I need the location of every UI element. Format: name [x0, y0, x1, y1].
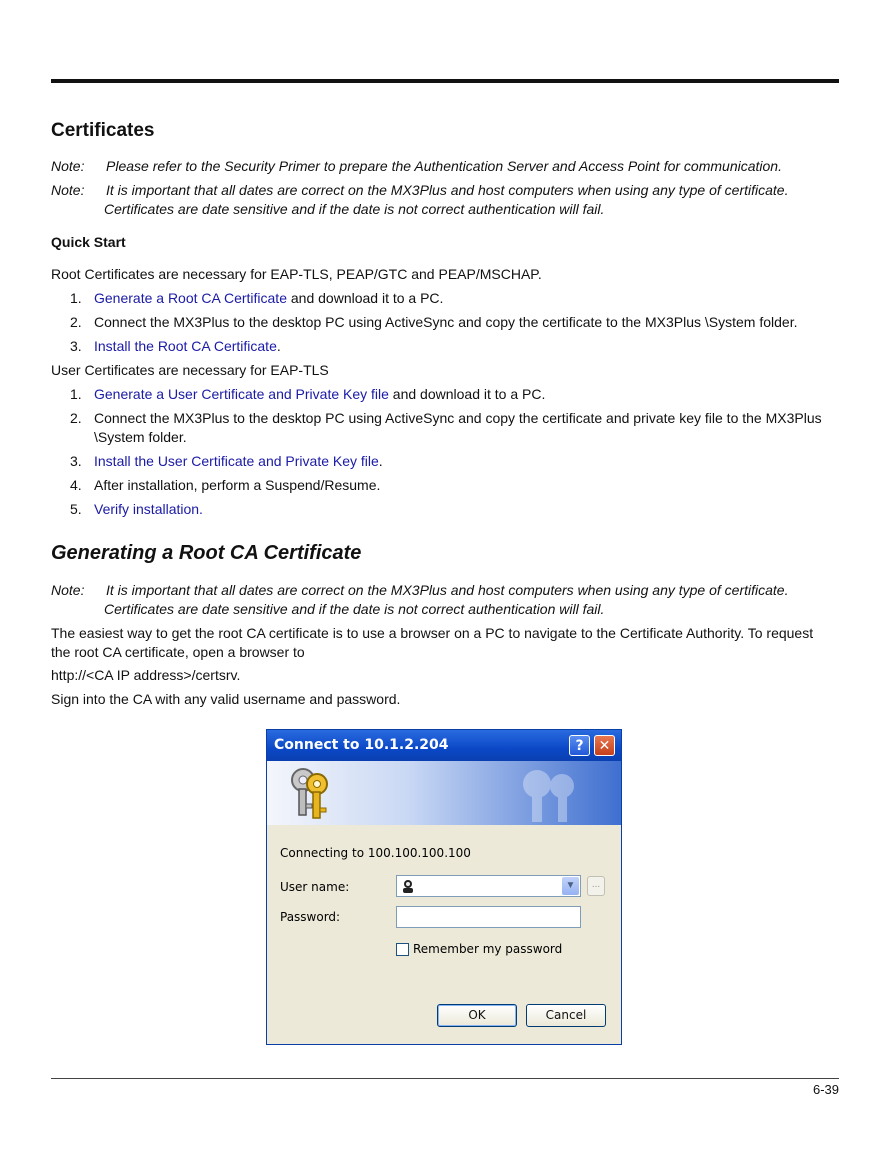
list-number: 2.: [70, 410, 82, 426]
remember-password-checkbox[interactable]: [396, 943, 409, 956]
list-item: [70, 500, 840, 519]
browse-button[interactable]: ...: [587, 876, 605, 896]
ok-button[interactable]: OK: [437, 1004, 517, 1027]
list-number: 1.: [70, 290, 82, 306]
dialog-titlebar: [267, 730, 621, 761]
paragraph-line: the root CA certificate, open a browser to: [51, 644, 305, 660]
list-number: 1.: [70, 386, 82, 402]
page-number: 6-39: [812, 1082, 839, 1097]
list-text: After installation, perform a Suspend/Resume.: [94, 477, 381, 493]
note-label: Note:: [51, 158, 85, 174]
keys-icon: [285, 764, 337, 822]
password-label: Password:: [280, 910, 341, 924]
connecting-text: Connecting to 100.100.100.100: [280, 846, 471, 860]
generate-user-cert-link[interactable]: Generate a User Certificate and Private Key file: [94, 386, 389, 402]
install-root-ca-link[interactable]: Install the Root CA Certificate: [94, 338, 277, 354]
list-number: 3.: [70, 453, 82, 469]
list-number: 5.: [70, 501, 82, 517]
list-item: [70, 452, 840, 471]
list-item: [70, 289, 840, 308]
note-label: Note:: [51, 182, 85, 198]
note-continuation: Certificates are date sensitive and if the date is not correct authentication will fail.: [104, 201, 605, 217]
cancel-button[interactable]: Cancel: [526, 1004, 606, 1027]
section-heading: Generating a Root CA Certificate: [51, 542, 362, 564]
banner-keys-icon: [507, 764, 587, 824]
username-combobox[interactable]: [396, 875, 581, 897]
list-text: and download it to a PC.: [287, 290, 444, 306]
list-text: Connect the MX3Plus to the desktop PC using ActiveSync and copy the certificate and private key file to the MX3Plus: [94, 410, 822, 426]
list-number: 4.: [70, 477, 82, 493]
install-user-cert-link[interactable]: Install the User Certificate and Private Key file: [94, 453, 379, 469]
note-1: [51, 157, 841, 176]
password-field[interactable]: [396, 906, 581, 928]
close-button[interactable]: ✕: [594, 735, 615, 756]
page-title: Certificates: [51, 120, 155, 141]
list-item: [70, 337, 840, 356]
dialog-title: Connect to 10.1.2.204: [274, 737, 449, 753]
paragraph: Sign into the CA with any valid username and password.: [51, 691, 401, 707]
note-text: Please refer to the Security Primer to prepare the Authentication Server and Access Point for communication.: [106, 158, 782, 174]
footer-rule: [51, 1078, 839, 1079]
note-continuation: Certificates are date sensitive and if the date is not correct authentication will fail.: [104, 601, 605, 617]
list-item: [70, 313, 840, 332]
note-text: It is important that all dates are correct on the MX3Plus and host computers when using any type of certificate.: [106, 582, 789, 598]
url-text: http://<CA IP address>/certsrv.: [51, 667, 241, 683]
list-number: 2.: [70, 314, 82, 330]
help-button[interactable]: ?: [569, 735, 590, 756]
dialog-body: [267, 825, 621, 1044]
note-text: It is important that all dates are correct on the MX3Plus and host computers when using any type of certificate.: [106, 182, 789, 198]
note-label: Note:: [51, 582, 85, 598]
login-dialog: [266, 729, 622, 1045]
list-item: [70, 385, 840, 404]
list-text-continuation: \System folder.: [94, 429, 187, 445]
paragraph-line: The easiest way to get the root CA certificate is to use a browser on a PC to navigate to the Certificate Authority. To request: [51, 625, 814, 641]
quick-start-heading: Quick Start: [51, 234, 126, 250]
remember-password-label: Remember my password: [413, 942, 563, 956]
header-rule: [51, 79, 839, 83]
list-item: [70, 409, 840, 447]
generate-root-ca-link[interactable]: Generate a Root CA Certificate: [94, 290, 287, 306]
list-text: and download it to a PC.: [388, 386, 546, 402]
root-intro: Root Certificates are necessary for EAP-TLS, PEAP/GTC and PEAP/MSCHAP.: [51, 266, 542, 282]
user-intro: User Certificates are necessary for EAP-TLS: [51, 362, 329, 378]
verify-installation-link[interactable]: Verify installation.: [94, 501, 203, 517]
note-3: [51, 581, 841, 619]
list-number: 3.: [70, 338, 82, 354]
username-label: User name:: [280, 880, 350, 894]
dialog-banner: [267, 761, 621, 825]
list-text: .: [276, 338, 281, 354]
paragraph: [51, 624, 841, 662]
list-text: .: [378, 453, 383, 469]
user-icon: [401, 879, 415, 893]
list-text: Connect the MX3Plus to the desktop PC using ActiveSync and copy the certificate to the MX3Plus \System folder.: [94, 314, 798, 330]
note-2: [51, 181, 841, 219]
chevron-down-icon[interactable]: ▼: [562, 877, 579, 895]
list-item: [70, 476, 840, 495]
